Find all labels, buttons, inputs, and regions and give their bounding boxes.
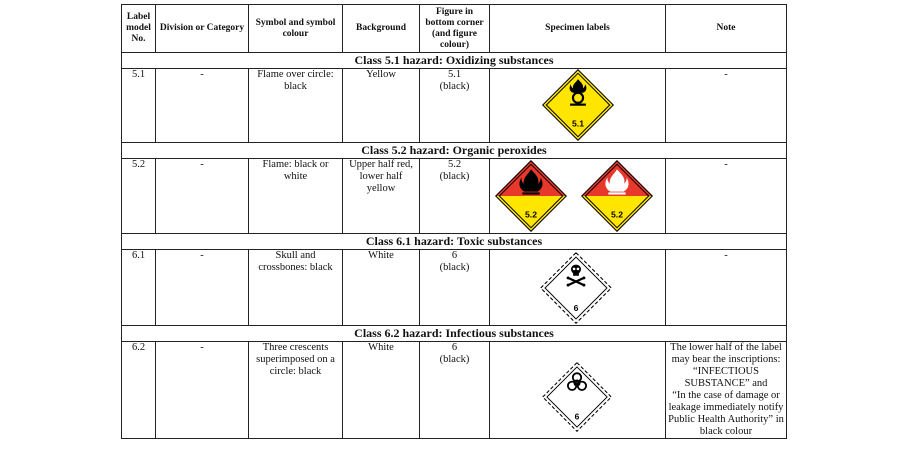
note: -	[666, 250, 787, 326]
label-model: 5.2	[122, 159, 156, 234]
figure-number: 5.2	[447, 159, 462, 170]
label-number: 6	[574, 411, 580, 422]
header-row	[122, 5, 787, 53]
header-background: Background	[343, 5, 420, 53]
infectious-label	[542, 362, 612, 432]
division: -	[156, 342, 249, 439]
specimen-cell	[490, 250, 666, 326]
figure-colour: (black)	[439, 81, 470, 92]
class-title: Class 6.2 hazard: Infectious substances	[122, 326, 787, 342]
header-division: Division or Category	[156, 5, 249, 53]
note	[666, 342, 787, 439]
header-note: Note	[666, 5, 787, 53]
header-figure: Figure in bottom corner (and figure colour)	[420, 5, 490, 53]
specimen-cell	[490, 159, 666, 234]
note: -	[666, 159, 787, 234]
class-title-row	[122, 234, 787, 250]
figure-colour: (black)	[439, 354, 470, 365]
figure-number: 5.1	[447, 69, 462, 80]
table-row	[122, 342, 787, 439]
header-specimen: Specimen labels	[490, 5, 666, 53]
background-desc: Yellow	[343, 69, 420, 143]
figure-desc	[420, 69, 490, 143]
specimen-cell	[490, 69, 666, 143]
division: -	[156, 69, 249, 143]
class-title: Class 5.1 hazard: Oxidizing substances	[122, 53, 787, 69]
division: -	[156, 159, 249, 234]
class-title-row	[122, 53, 787, 69]
figure-desc	[420, 159, 490, 234]
class-title-row	[122, 143, 787, 159]
figure-number: 6	[451, 342, 458, 353]
table-row	[122, 69, 787, 143]
hazard-label-table	[121, 4, 787, 439]
toxic-label	[540, 252, 612, 324]
background-desc: White	[343, 250, 420, 326]
class-title-row	[122, 326, 787, 342]
symbol-desc: Flame: black or white	[249, 159, 343, 234]
label-number: 5.2	[611, 209, 623, 220]
symbol-desc: Three crescents superimposed on a circle: black	[249, 342, 343, 439]
label-model: 6.1	[122, 250, 156, 326]
organic-peroxide-label-black	[495, 160, 567, 232]
header-symbol: Symbol and symbol colour	[249, 5, 343, 53]
background-desc: White	[343, 342, 420, 439]
background-desc: Upper half red, lower half yellow	[343, 159, 420, 234]
figure-desc	[420, 342, 490, 439]
class-title: Class 6.1 hazard: Toxic substances	[122, 234, 787, 250]
table-row	[122, 159, 787, 234]
note-line: “In the case of damage or leakage immediately notify Public Health Authority” in black colour	[668, 390, 784, 437]
label-model: 6.2	[122, 342, 156, 439]
symbol-desc: Flame over circle: black	[249, 69, 343, 143]
header-label-model: Label model No.	[122, 5, 156, 53]
table-row	[122, 250, 787, 326]
specimen-cell	[490, 342, 666, 439]
figure-colour: (black)	[439, 171, 470, 182]
label-number: 6	[573, 303, 579, 314]
note-line: The lower half of the label may bear the inscriptions: “INFECTIOUS SUBSTANCE” and	[670, 342, 782, 389]
division: -	[156, 250, 249, 326]
symbol-desc: Skull and crossbones: black	[249, 250, 343, 326]
note: -	[666, 69, 787, 143]
label-number: 5.2	[525, 209, 537, 220]
label-number: 5.1	[572, 118, 584, 129]
figure-number: 6	[451, 250, 458, 261]
label-model: 5.1	[122, 69, 156, 143]
oxidizer-label	[542, 69, 614, 141]
figure-desc	[420, 250, 490, 326]
class-title: Class 5.2 hazard: Organic peroxides	[122, 143, 787, 159]
organic-peroxide-label-white	[581, 160, 653, 232]
figure-colour: (black)	[439, 262, 470, 273]
